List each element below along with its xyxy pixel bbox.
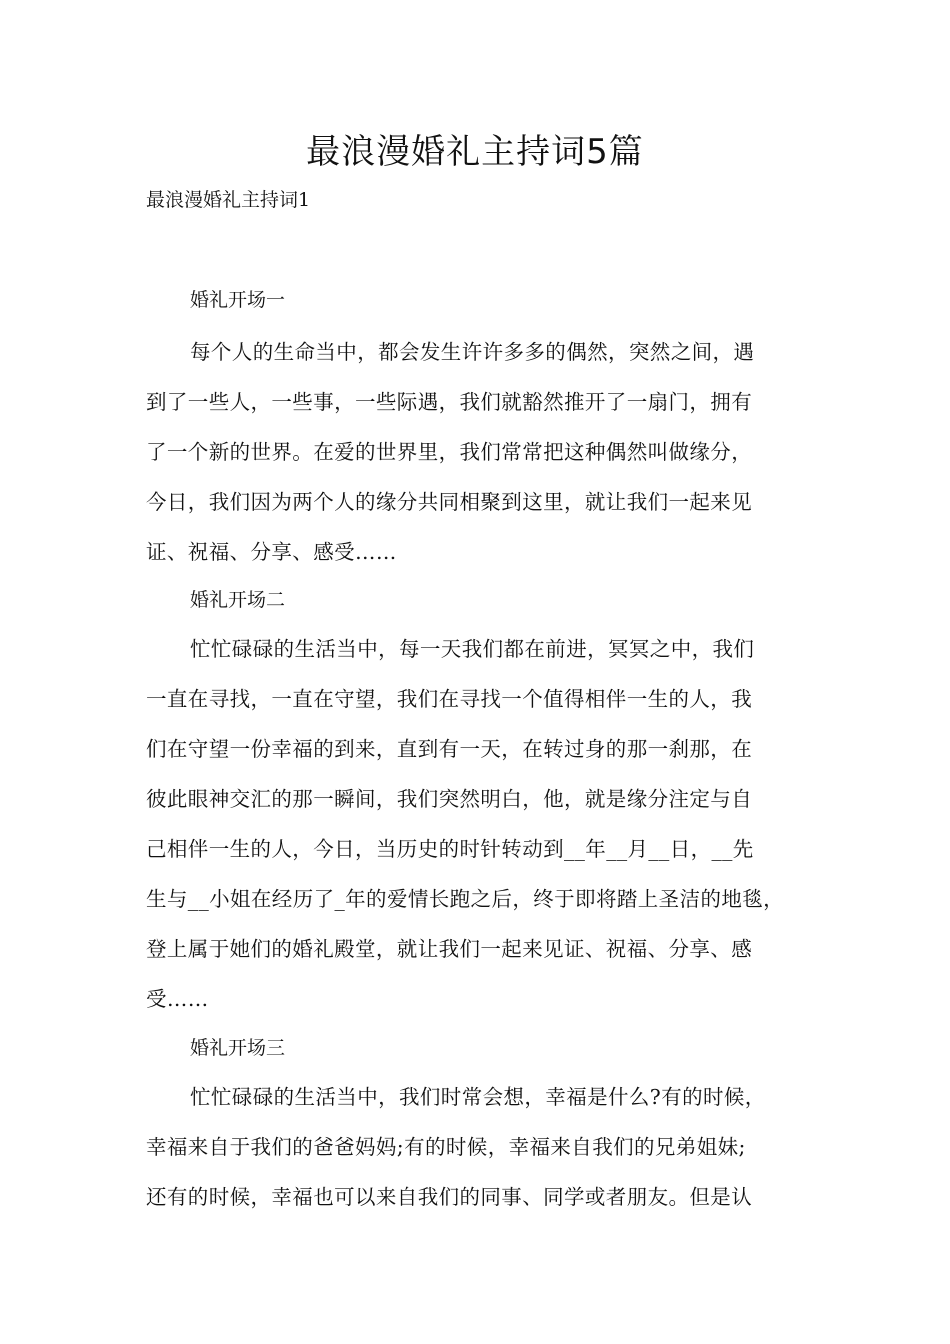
document-title: 最浪漫婚礼主持词5篇 [306, 132, 644, 172]
paragraph-line: 受…… [146, 987, 209, 1011]
paragraph-line: 今日，我们因为两个人的缘分共同相聚到这里，就让我们一起来见 [146, 490, 753, 514]
paragraph-line: 们在守望一份幸福的到来，直到有一天，在转过身的那一刹那，在 [146, 737, 753, 761]
document-subtitle: 最浪漫婚礼主持词1 [146, 189, 311, 211]
paragraph-line: 己相伴一生的人，今日，当历史的时针转动到__年__月__日，__先 [146, 837, 754, 861]
paragraph-line: 彼此眼神交汇的那一瞬间，我们突然明白，他，就是缘分注定与自 [146, 787, 753, 811]
paragraph-line: 还有的时候，幸福也可以来自我们的同事、同学或者朋友。但是认 [146, 1185, 753, 1209]
section-body-2 [146, 624, 821, 1024]
section-body-1 [146, 327, 821, 577]
paragraph-line: 每个人的生命当中，都会发生许许多多的偶然，突然之间，遇 [190, 340, 755, 364]
paragraph-line: 登上属于她们的婚礼殿堂，就让我们一起来见证、祝福、分享、感 [146, 937, 753, 961]
section-heading-2: 婚礼开场二 [190, 589, 286, 611]
paragraph-line: 到了一些人，一些事，一些际遇，我们就豁然推开了一扇门，拥有 [146, 390, 753, 414]
paragraph-line: 了一个新的世界。在爱的世界里，我们常常把这种偶然叫做缘分， [146, 440, 753, 464]
paragraph-line: 幸福来自于我们的爸爸妈妈;有的时候，幸福来自我们的兄弟姐妹; [146, 1135, 746, 1159]
section-heading-1: 婚礼开场一 [190, 289, 286, 311]
paragraph-line: 证、祝福、分享、感受…… [146, 540, 397, 564]
paragraph-line: 忙忙碌碌的生活当中，每一天我们都在前进，冥冥之中，我们 [190, 637, 755, 661]
section-heading-3: 婚礼开场三 [190, 1037, 286, 1059]
section-body-3 [146, 1072, 821, 1222]
paragraph-line: 生与__小姐在经历了_年的爱情长跑之后，终于即将踏上圣洁的地毯， [146, 887, 785, 911]
paragraph-line: 一直在寻找，一直在守望，我们在寻找一个值得相伴一生的人，我 [146, 687, 753, 711]
paragraph-line: 忙忙碌碌的生活当中，我们时常会想，幸福是什么?有的时候， [190, 1085, 766, 1109]
